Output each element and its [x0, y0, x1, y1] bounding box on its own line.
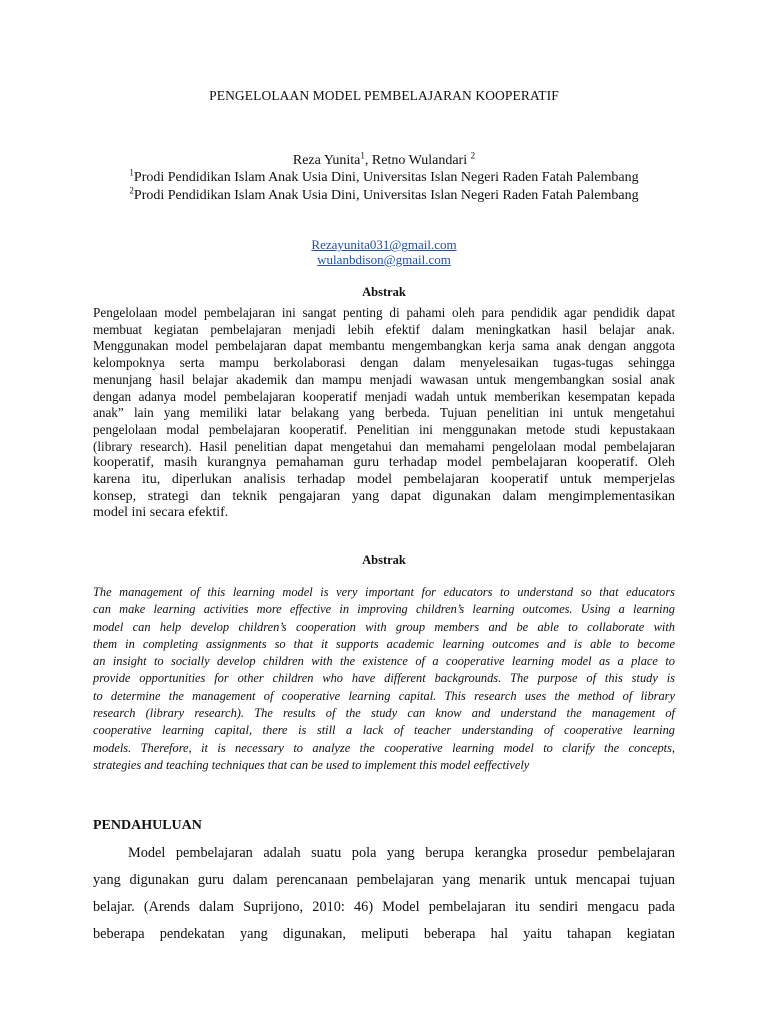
affiliation-1-sup: 1 — [129, 167, 134, 178]
author-2: Retno Wulandari — [371, 153, 471, 168]
abstract-id-line: pengelolaan modal pembelajaran kooperatif. Penelitian ini menggunakan metode studi kepustakaan — [93, 421, 675, 437]
affiliation-1-text: Prodi Pendidikan Islam Anak Usia Dini, Universitas Islan Negeri Raden Fatah Palembang — [133, 170, 639, 185]
intro-paragraph — [93, 840, 675, 948]
author-1: Reza Yunita — [292, 153, 361, 168]
abstract-id-line: karena itu, diperlukan analisis terhadap model pembelajaran kooperatif untuk memperjelas — [93, 472, 675, 488]
affiliation-2-text: Prodi Pendidikan Islam Anak Usia Dini, Universitas Islan Negeri Raden Fatah Palembang — [133, 188, 639, 203]
abstract-en-line: model can help develop children’s cooperation with group members and be able to collaborate with — [93, 619, 675, 634]
author-line — [0, 150, 768, 169]
email-link-2[interactable]: wulanbdison@gmail.com — [317, 252, 451, 267]
abstract-id-line: dengan adanya model pembelajaran kooperatif menjadi wadah untuk memberikan kesempatan kepada — [93, 388, 675, 404]
abstract-en-line: models. Therefore, it is necessary to analyze the cooperative learning model to clarify the concepts, — [93, 740, 675, 755]
abstract-en-line: provide opportunities for other children who have different backgrounds. The purpose of this study is — [93, 671, 675, 686]
abstract-en-line: an insight to socially develop children with the existence of a cooperative learning model as a place to — [93, 654, 675, 669]
abstract-id-line: membuat kegiatan pembelajaran menjadi lebih efektif dalam meningkatkan hasil belajar anak. — [93, 321, 675, 337]
abstract-id-line: menunjang hasil belajar akademik dan mampu menjadi wawasan untuk mengembangkan sosial anak — [93, 371, 675, 387]
abstract-id-line: anak” lain yang memiliki latar belakang yang berbeda. Tujuan penelitian ini untuk mengetahui — [93, 405, 675, 421]
abstract-id-line: kelompoknya serta mampu berkolaborasi dengan dalam menyelesaikan tugas-tugas sehingga — [93, 355, 675, 371]
abstract-id-line: kooperatif, masih kurangnya pemahaman guru terhadap model pembelajaran kooperatif. Oleh — [93, 455, 675, 471]
intro-line: Model pembelajaran adalah suatu pola yang berupa kerangka prosedur pembelajaran — [128, 845, 675, 861]
abstract-heading-id: Abstrak — [362, 285, 406, 299]
affiliation-2-sup: 2 — [129, 185, 134, 196]
intro-line: beberapa pendekatan yang digunakan, meliputi beberapa hal yaitu tahapan kegiatan — [93, 926, 675, 942]
author-1-sup: 1 — [360, 150, 365, 161]
abstract-en-line: can make learning activities more effective in improving children’s learning outcomes. Using a learning — [93, 602, 675, 617]
abstract-english — [93, 584, 675, 774]
affiliation-2 — [0, 185, 768, 204]
abstract-en-line: research (library research). The results of the study can know and understand the management of — [93, 706, 675, 721]
abstract-id-line: model ini secara efektif. — [93, 505, 229, 521]
abstract-id-line: (library research). Hasil penelitian dapat mengetahui dan memahami pengelolaan modal pembelajaran — [93, 438, 675, 454]
abstract-id-line: Pengelolaan model pembelajaran ini sangat penting di pahami oleh para pendidik agar pendidik dapat — [93, 305, 675, 320]
affiliation-1 — [0, 167, 768, 186]
intro-line: yang digunakan guru dalam perencanaan pembelajaran yang menarik untuk mencapai tujuan — [93, 872, 675, 888]
abstract-en-line: strategies and teaching techniques that can be used to implement this model eeffectively — [93, 757, 530, 772]
intro-line: belajar. (Arends dalam Suprijono, 2010: 46) Model pembelajaran itu sendiri mengacu pada — [93, 899, 675, 915]
email-block — [0, 237, 768, 267]
abstract-id-line: konsep, strategi dan teknik pengajaran yang dapat digunakan dalam mengimplementasikan — [93, 488, 675, 504]
abstract-heading-en: Abstrak — [362, 553, 406, 567]
author-2-sup: 2 — [470, 150, 476, 161]
author-separator: , — [364, 153, 372, 168]
abstract-id-line: Menggunakan model pembelajaran dapat membantu mengembangkan kerja sama anak dengan anggota — [93, 338, 675, 354]
abstract-en-line: cooperative learning capital, there is still a lack of teacher understanding of cooperative learning — [93, 723, 675, 738]
paper-title: PENGELOLAAN MODEL PEMBELAJARAN KOOPERATIF — [209, 88, 559, 103]
abstract-en-line: The management of this learning model is very important for educators to understand so that educators — [93, 585, 675, 599]
email-link-1[interactable]: Rezayunita031@gmail.com — [311, 237, 457, 252]
abstract-indonesian — [93, 305, 675, 522]
abstract-en-line: them in completing assignments so that it supports academic learning outcomes and is able to become — [93, 636, 675, 651]
section-heading: PENDAHULUAN — [93, 818, 202, 833]
abstract-en-line: to determine the management of cooperative learning capital. This research uses the method of library — [93, 688, 675, 703]
